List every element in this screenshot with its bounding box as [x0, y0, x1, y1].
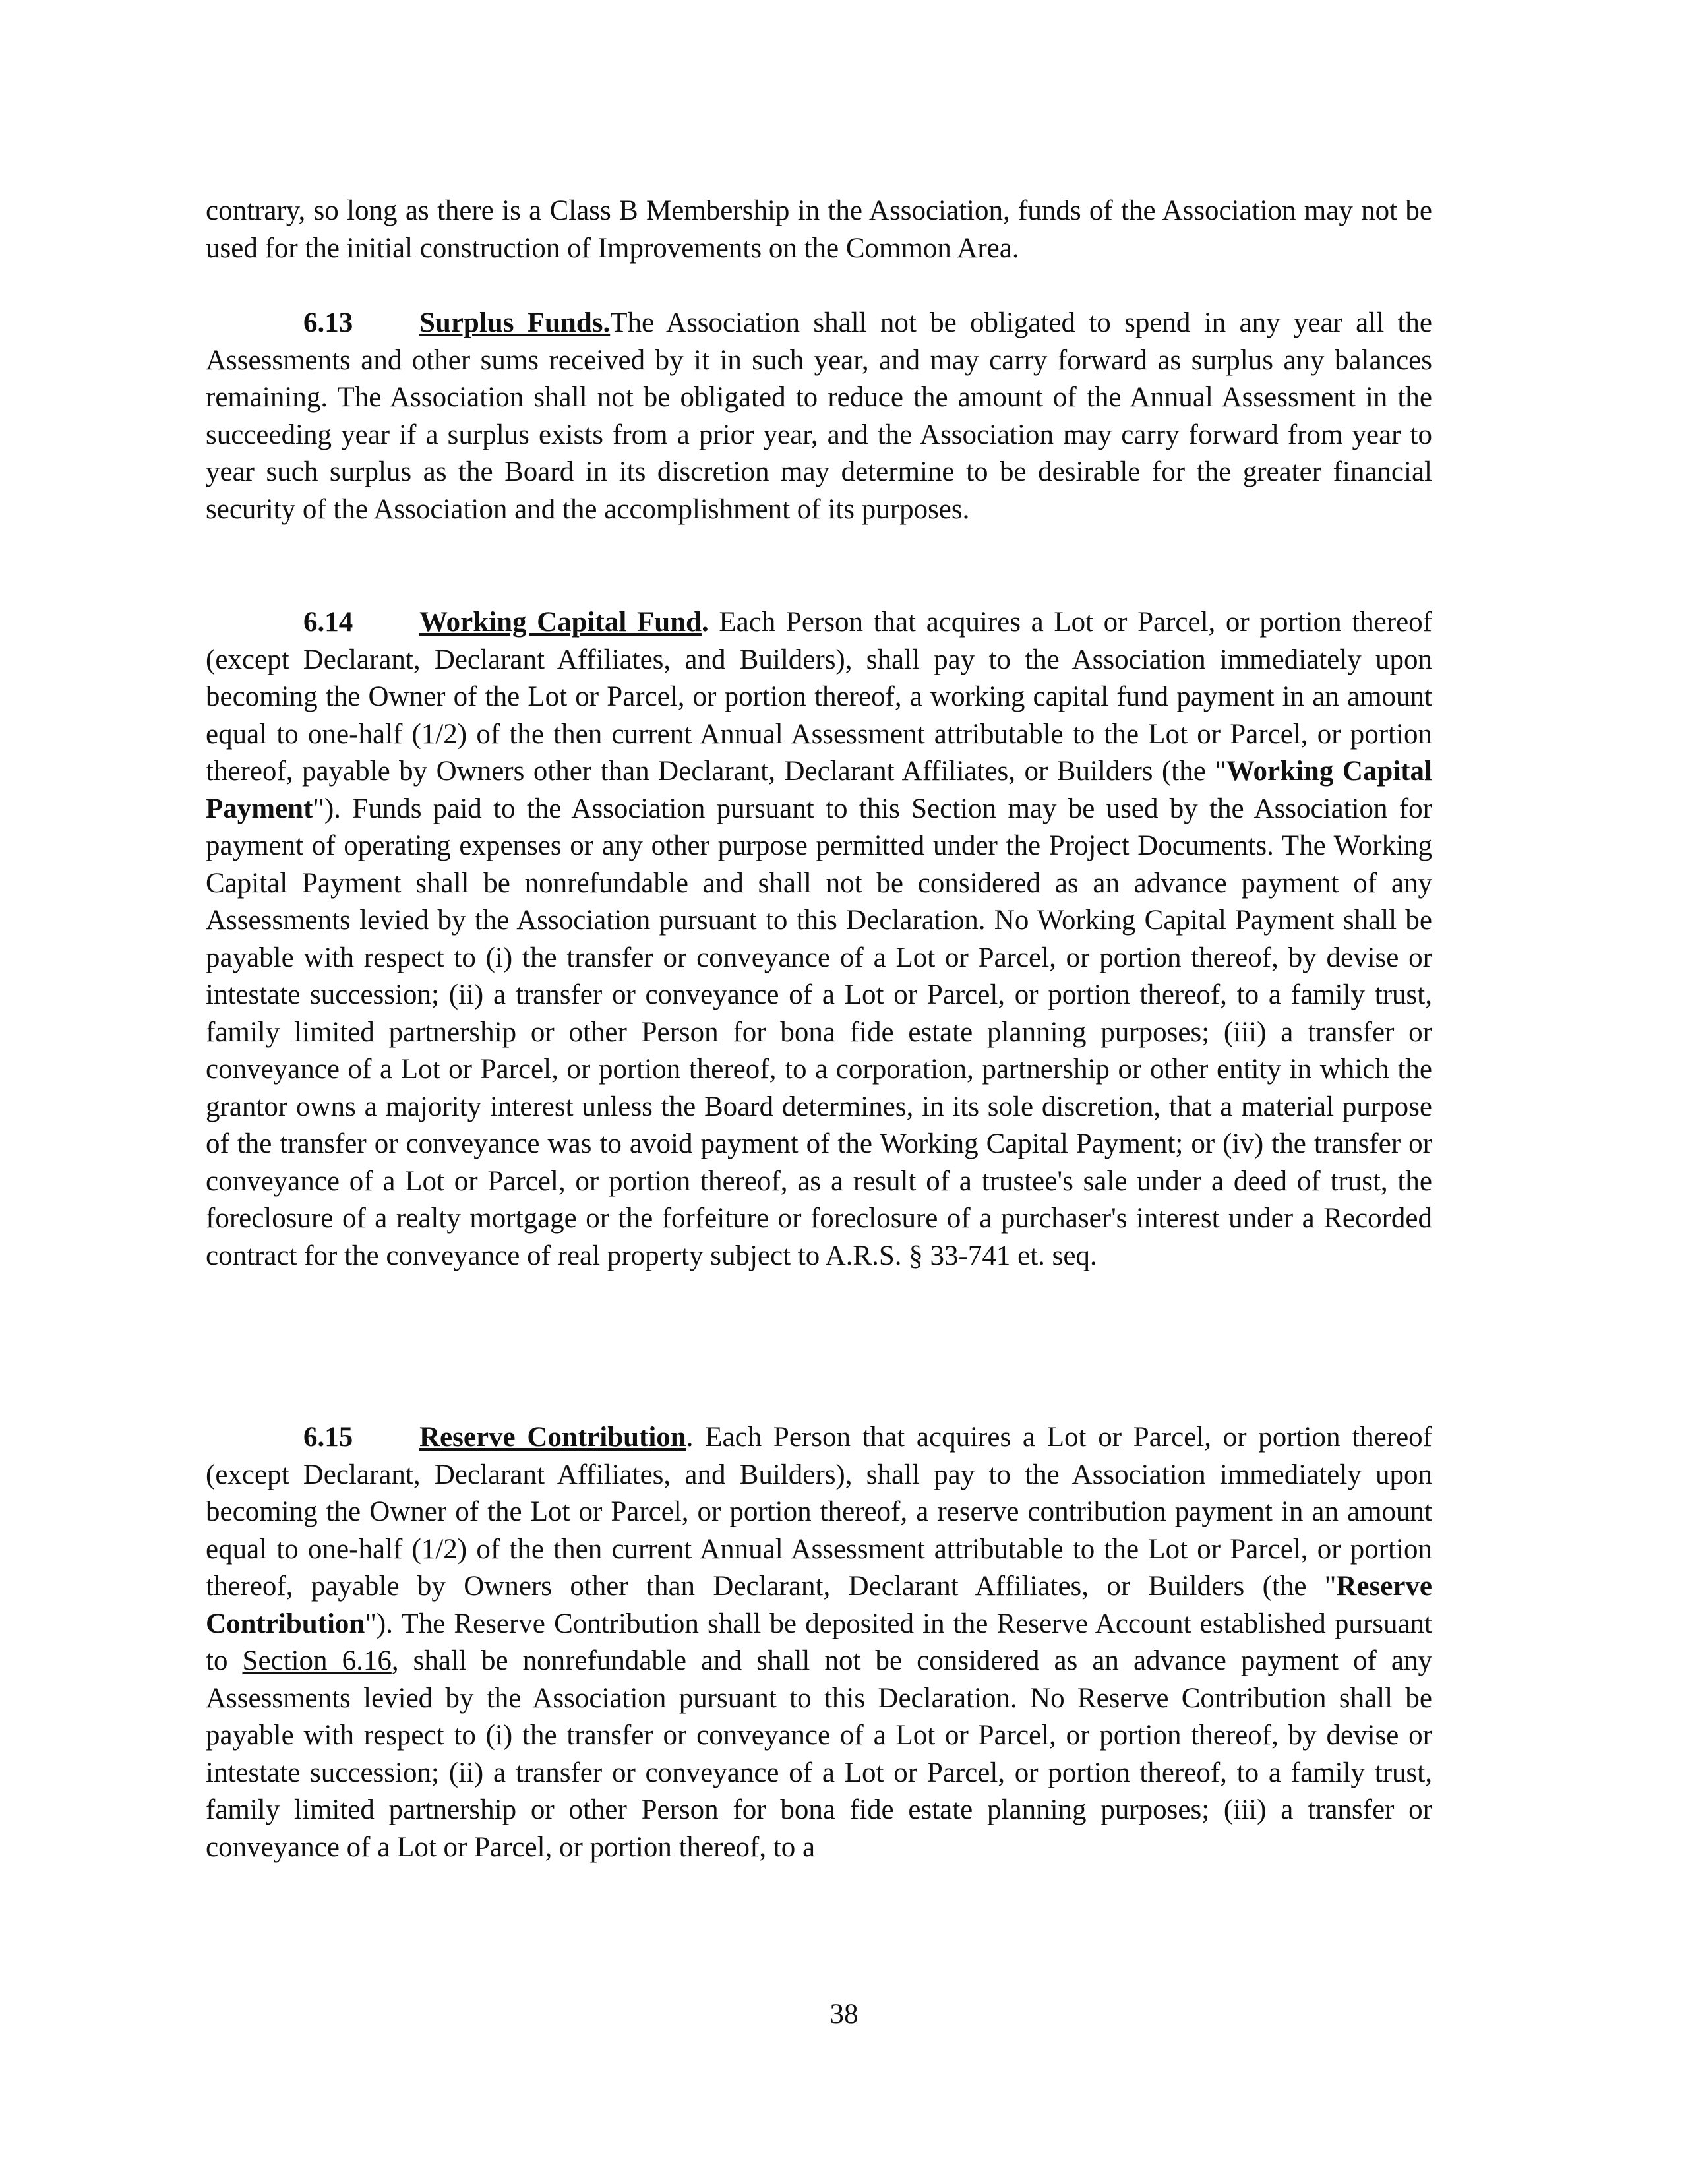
section-number: 6.13: [303, 307, 353, 338]
section-title: Surplus Funds.: [419, 307, 611, 338]
section-title-punctuation: .: [701, 607, 709, 638]
section-title: Working Capital Fund: [419, 607, 702, 638]
section-body: The Association shall not be obligated to spend in any year all the Assessments and other sums received by it in such year, and may carry forward as surplus any balances remaining. The Association shall not be obligated to reduce the amount of the Annual Assessment in the succeeding year if a surplus exists from a prior year, and the Association may carry forward from year to year such surplus as the Board in its discretion may determine to be desirable for the greater financial security of the Association and the accomplishment of its purposes.: [206, 307, 1432, 525]
section-title-punctuation: .: [686, 1422, 694, 1453]
section-cross-reference: Section 6.16: [242, 1645, 392, 1676]
section-number: 6.15: [303, 1422, 353, 1453]
section-6-15: [206, 1419, 1432, 1866]
section-6-13: [206, 305, 1432, 528]
section-body-end: , shall be nonrefundable and shall not be considered as an advance payment of any Assessments levied by the Association pursuant to this Declaration. No Reserve Contribution shall be payable with respect to (i) the transfer or conveyance of a Lot or Parcel, or portion thereof, by devise or intestate succession; (ii) a transfer or conveyance of a Lot or Parcel, or portion thereof, to a family trust, family limited partnership or other Person for bona fide estate planning purposes; (iii) a transfer or conveyance of a Lot or Parcel, or portion thereof, to a: [206, 1645, 1433, 1863]
section-body: Each Person that acquires a Lot or Parcel, or portion thereof (except Declarant, Declarant Affiliates, and Builders), shall pay to the Association immediately upon becoming the Owner of the Lot or Parcel, or portion thereof, a reserve contribution payment in an amount equal to one-half (1/2) of the then current Annual Assessment attributable to the Lot or Parcel, or portion thereof, payable by Owners other than Declarant, Declarant Affiliates, or Builders (the ": [206, 1422, 1432, 1602]
defined-term: Reserve Contribution: [206, 1571, 1432, 1639]
defined-term: Working Capital Payment: [206, 756, 1432, 824]
section-title: Reserve Contribution: [419, 1422, 686, 1453]
section-body-continued: "). Funds paid to the Association pursuant to this Section may be used by the Association for payment of operating expenses or any other purpose permitted under the Project Documents. The Working Capital Payment shall be nonrefundable and shall not be considered as an advance payment of any Assessments levied by the Association pursuant to this Declaration. No Working Capital Payment shall be payable with respect to (i) the transfer or conveyance of a Lot or Parcel, or portion thereof, by devise or intestate succession; (ii) a transfer or conveyance of a Lot or Parcel, or portion thereof, to a family trust, family limited partnership or other Person for bona fide estate planning purposes; (iii) a transfer or conveyance of a Lot or Parcel, or portion thereof, to a corporation, partnership or other entity in which the grantor owns a majority interest unless the Board determines, in its sole discretion, that a material purpose of the transfer or conveyance was to avoid payment of the Working Capital Payment; or (iv) the transfer or conveyance of a Lot or Parcel, or portion thereof, as a result of a trustee's sale under a deed of trust, the foreclosure of a realty mortgage or the forfeiture or foreclosure of a purchaser's interest under a Recorded contract for the conveyance of real property subject to A.R.S. § 33-741 et. seq.: [206, 793, 1432, 1271]
section-number: 6.14: [303, 607, 353, 638]
section-6-14: [206, 604, 1432, 1275]
section-body: Each Person that acquires a Lot or Parcel, or portion thereof (except Declarant, Declarant Affiliates, and Builders), shall pay to the Association immediately upon becoming the Owner of the Lot or Parcel, or portion thereof, a working capital fund payment in an amount equal to one-half (1/2) of the then current Annual Assessment attributable to the Lot or Parcel, or portion thereof, payable by Owners other than Declarant, Declarant Affiliates, or Builders (the ": [206, 607, 1432, 787]
page-number: 38: [829, 1999, 859, 2030]
intro-paragraph: contrary, so long as there is a Class B Membership in the Association, funds of the Association may not be used for the initial construction of Improvements on the Common Area.: [206, 195, 1432, 264]
section-body-continued: "). The Reserve Contribution shall be deposited in the Reserve Account established pursuant to: [206, 1608, 1432, 1676]
